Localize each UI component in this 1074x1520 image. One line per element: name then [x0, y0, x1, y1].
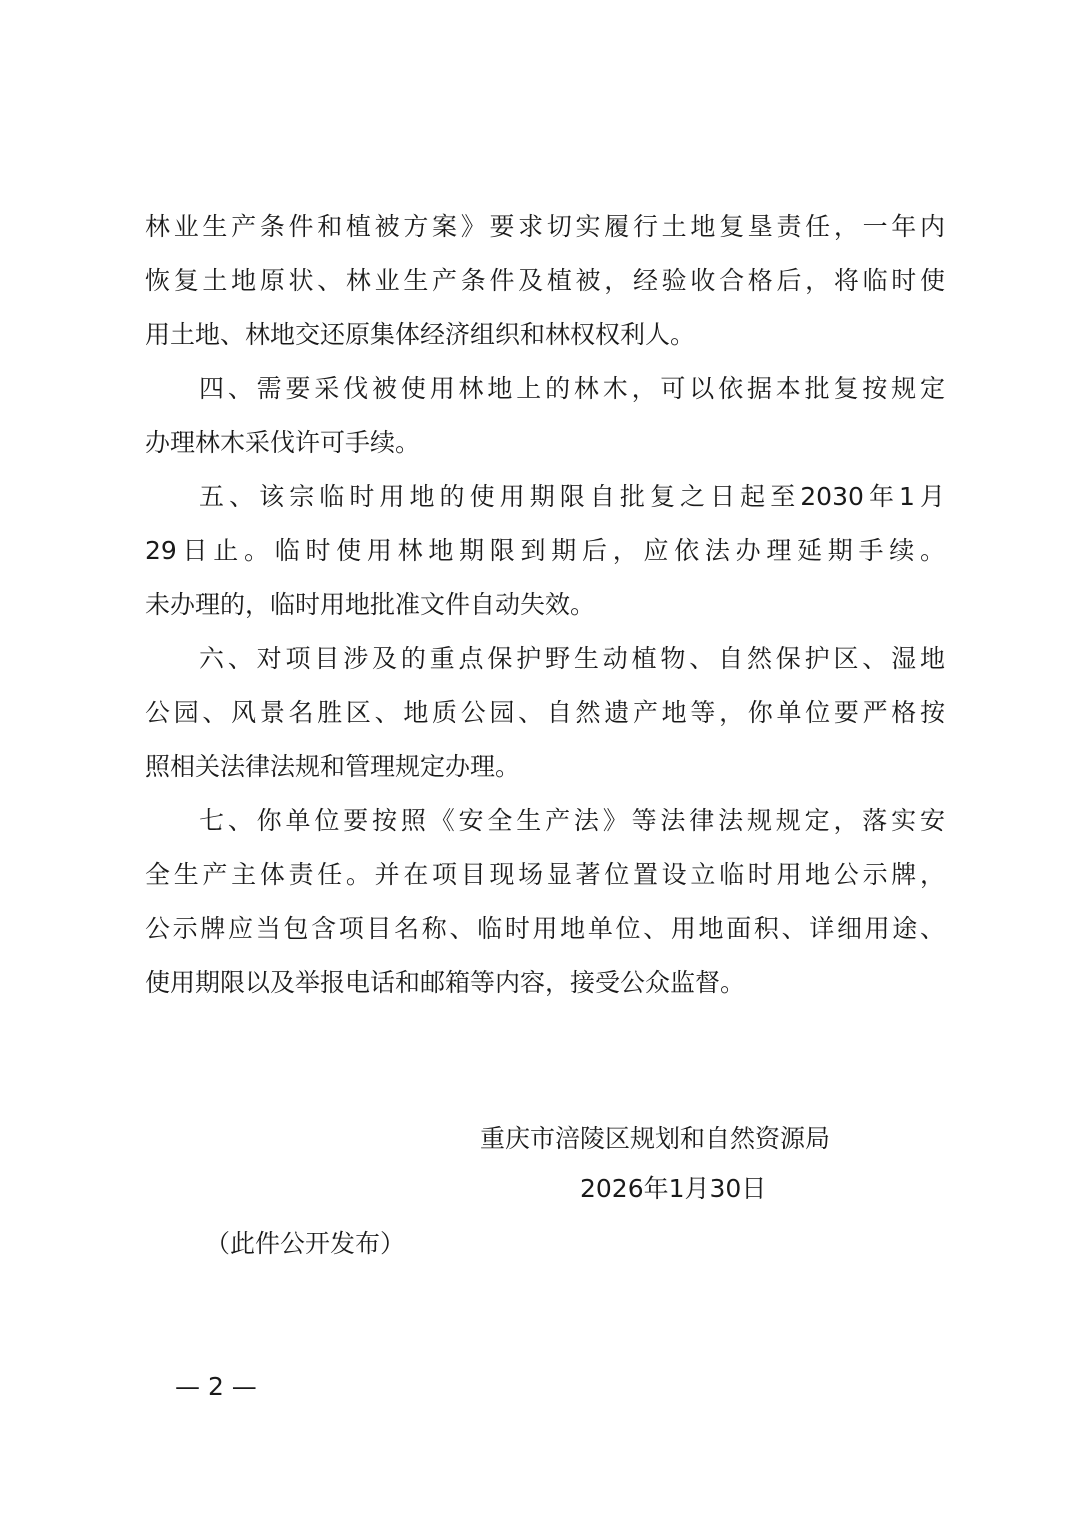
- paragraph-line: 照相关法律法规和管理规定办理。: [145, 752, 521, 781]
- paragraph-line: 恢复土地原状、林业生产条件及植被，经验收合格后，将临时使: [145, 266, 945, 295]
- page-number: — 2 —: [175, 1372, 257, 1401]
- paragraph-line: 使用期限以及举报电话和邮箱等内容，接受公众监督。: [145, 968, 746, 997]
- paragraph-line: 六、对项目涉及的重点保护野生动植物、自然保护区、湿地: [199, 644, 945, 673]
- paragraph-line: 用土地、林地交还原集体经济组织和林权权利人。: [145, 320, 696, 349]
- paragraph-line: 五、该宗临时用地的使用期限自批复之日起至2030年1月: [199, 482, 945, 511]
- paragraph-line: 四、需要采伐被使用林地上的林木，可以依据本批复按规定: [199, 374, 945, 403]
- paragraph-line: 七、你单位要按照《安全生产法》等法律法规规定，落实安: [199, 806, 945, 835]
- paragraph-line: 29日止。临时使用林地期限到期后，应依法办理延期手续。: [145, 536, 945, 565]
- issue-date: 2026年1月30日: [580, 1174, 767, 1203]
- public-release-note: （此件公开发布）: [205, 1229, 406, 1258]
- document-body: [145, 200, 945, 1010]
- paragraph-line: 公园、风景名胜区、地质公园、自然遗产地等，你单位要严格按: [145, 698, 945, 727]
- paragraph-line: 全生产主体责任。并在项目现场显著位置设立临时用地公示牌，: [145, 860, 945, 889]
- paragraph-line: 公示牌应当包含项目名称、临时用地单位、用地面积、详细用途、: [145, 914, 945, 943]
- issuing-authority: 重庆市涪陵区规划和自然资源局: [480, 1124, 831, 1153]
- paragraph-line: 林业生产条件和植被方案》要求切实履行土地复垦责任，一年内: [145, 212, 945, 241]
- paragraph-line: 办理林木采伐许可手续。: [145, 428, 421, 457]
- paragraph-line: 未办理的，临时用地批准文件自动失效。: [145, 590, 596, 619]
